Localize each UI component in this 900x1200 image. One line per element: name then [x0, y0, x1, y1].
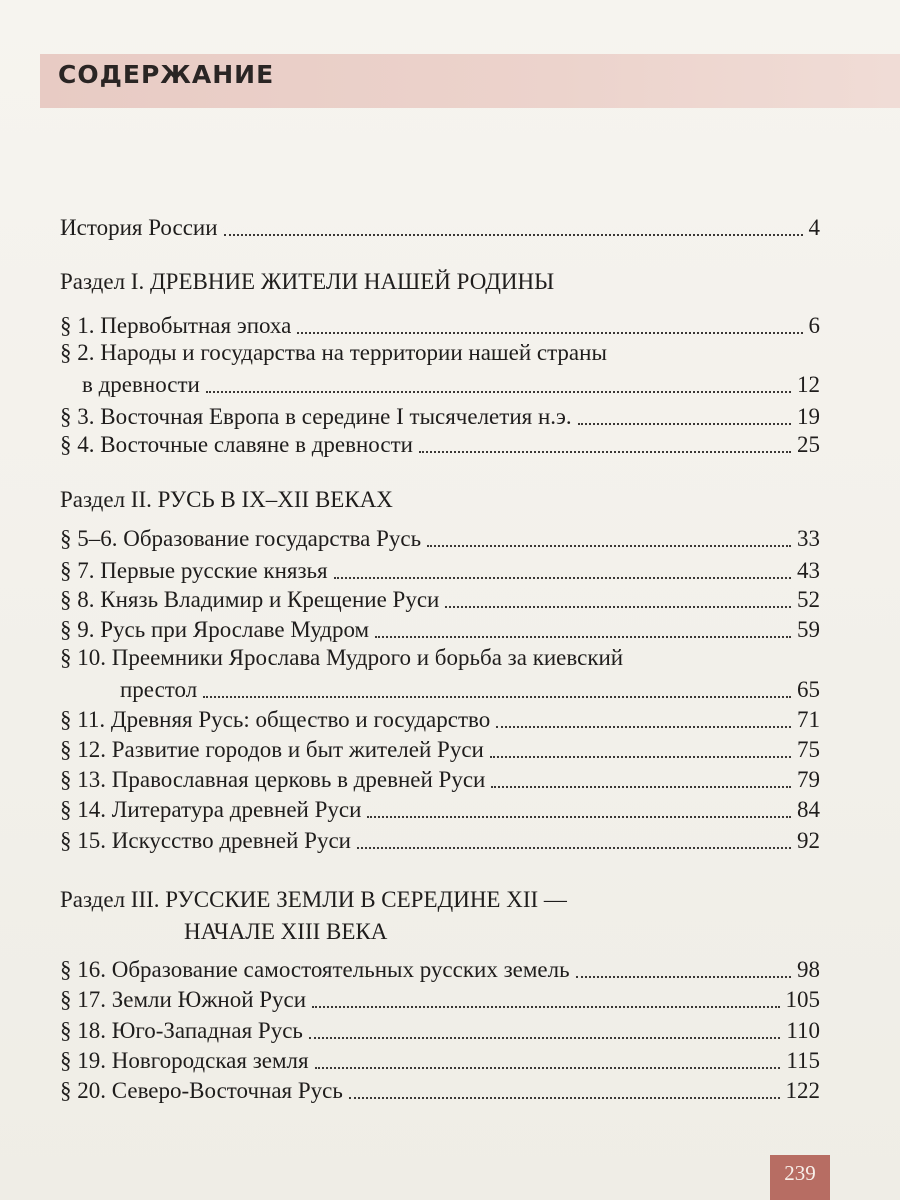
toc-entry-page: 43: [797, 558, 820, 583]
page-number-badge: 239: [770, 1155, 830, 1200]
toc-entry-14[interactable]: [60, 794, 820, 826]
section-heading-3-line1: Раздел III. РУССКИЕ ЗЕМЛИ В СЕРЕДИНЕ XII —: [60, 887, 567, 912]
dot-leader: [206, 391, 791, 393]
section-heading-1: Раздел I. ДРЕВНИЕ ЖИТЕЛИ НАШЕЙ РОДИНЫ: [60, 269, 555, 294]
toc-entry-label: § 16. Образование самостоятельных русских земель: [60, 957, 570, 982]
dot-leader: [224, 234, 803, 236]
toc-entry-label: § 19. Новгородская земля: [60, 1048, 309, 1073]
toc-entry-page: 115: [786, 1048, 820, 1073]
toc-entry-15[interactable]: [60, 825, 820, 857]
dot-leader: [445, 606, 791, 608]
toc-entry-label: § 9. Русь при Ярославе Мудром: [60, 617, 370, 642]
dot-leader: [419, 451, 791, 453]
toc-entry-label-line1: § 10. Преемники Ярослава Мудрого и борьба за киевский: [60, 645, 624, 670]
dot-leader: [427, 545, 791, 547]
toc-entry-label: престол: [120, 677, 198, 702]
toc-entry-page: 71: [797, 707, 820, 732]
dot-leader: [315, 1067, 781, 1069]
toc-entry-label: § 7. Первые русские князья: [60, 558, 328, 583]
toc-entry-12[interactable]: [60, 734, 820, 766]
dot-leader: [491, 786, 791, 788]
toc-entry-page: 33: [797, 526, 820, 551]
page-title: СОДЕРЖАНИЕ: [58, 60, 275, 89]
dot-leader: [357, 847, 791, 849]
toc-entry-label: § 11. Древняя Русь: общество и государство: [60, 707, 491, 732]
toc-entry-20[interactable]: [60, 1075, 820, 1107]
toc-entry-label-line1: § 2. Народы и государства на территории нашей страны: [60, 340, 607, 365]
section-heading-2: Раздел II. РУСЬ В IX–XII ВЕКАХ: [60, 487, 393, 512]
toc-entry-label: § 17. Земли Южной Руси: [60, 987, 307, 1012]
toc-entry-8[interactable]: [60, 584, 820, 616]
section-heading-3: [60, 884, 567, 948]
toc-entry-label: § 15. Искусство древней Руси: [60, 828, 351, 853]
toc-entry-label: § 4. Восточные славяне в древности: [60, 432, 413, 457]
toc-entry-history-of-russia[interactable]: [60, 212, 820, 244]
dot-leader: [312, 1006, 779, 1008]
toc-entry-page: 98: [797, 957, 820, 982]
toc-entry-label: § 1. Первобытная эпоха: [60, 313, 292, 338]
toc-entry-label: § 20. Северо-Восточная Русь: [60, 1078, 343, 1103]
toc-entry-page: 65: [797, 677, 820, 702]
dot-leader: [334, 577, 791, 579]
toc-entry-page: 52: [797, 587, 820, 612]
toc-entry-10[interactable]: [60, 645, 820, 706]
toc-entry-16[interactable]: [60, 954, 820, 986]
dot-leader: [496, 726, 791, 728]
toc-entry-17[interactable]: [60, 984, 820, 1016]
toc-entry-label: История России: [60, 215, 218, 240]
toc-entry-page: 122: [785, 1078, 820, 1103]
toc-entry-label: § 3. Восточная Европа в середине I тысячелетия н.э.: [60, 404, 572, 429]
toc-entry-page: 110: [786, 1018, 820, 1043]
toc-entry-page: 4: [808, 215, 820, 240]
toc-entry-page: 105: [785, 987, 820, 1012]
dot-leader: [349, 1097, 780, 1099]
dot-leader: [490, 756, 791, 758]
dot-leader: [309, 1037, 780, 1039]
toc-entry-18[interactable]: [60, 1015, 820, 1047]
dot-leader: [576, 976, 791, 978]
dot-leader: [367, 816, 791, 818]
toc-entry-page: 25: [797, 432, 820, 457]
toc-entry-page: 6: [808, 313, 820, 338]
toc-entry-label: § 18. Юго-Западная Русь: [60, 1018, 303, 1043]
toc-entry-page: 12: [797, 372, 820, 397]
toc-entry-11[interactable]: [60, 704, 820, 736]
toc-entry-2[interactable]: [60, 340, 820, 401]
toc-entry-13[interactable]: [60, 764, 820, 796]
toc-entry-19[interactable]: [60, 1045, 820, 1077]
toc-entry-7[interactable]: [60, 555, 820, 587]
dot-leader: [578, 423, 791, 425]
toc-entry-label: § 8. Князь Владимир и Крещение Руси: [60, 587, 440, 612]
toc-entry-label: § 5–6. Образование государства Русь: [60, 526, 422, 551]
toc-entry-label: § 13. Православная церковь в древней Руси: [60, 767, 486, 792]
toc-entry-page: 19: [797, 404, 820, 429]
toc-entry-label: § 12. Развитие городов и быт жителей Руси: [60, 737, 484, 762]
toc-entry-4[interactable]: [60, 429, 820, 461]
toc-entry-page: 75: [797, 737, 820, 762]
toc-entry-label: в древности: [82, 372, 200, 397]
toc-entry-5-6[interactable]: [60, 523, 820, 555]
toc-entry-page: 79: [797, 767, 820, 792]
toc-entry-page: 92: [797, 828, 820, 853]
dot-leader: [297, 332, 802, 334]
section-heading-3-line2: НАЧАЛЕ XIII ВЕКА: [184, 919, 388, 944]
toc-entry-label: § 14. Литература древней Руси: [60, 797, 362, 822]
toc-entry-page: 59: [797, 617, 820, 642]
toc-entry-page: 84: [797, 797, 820, 822]
dot-leader: [203, 696, 791, 698]
dot-leader: [375, 636, 791, 638]
